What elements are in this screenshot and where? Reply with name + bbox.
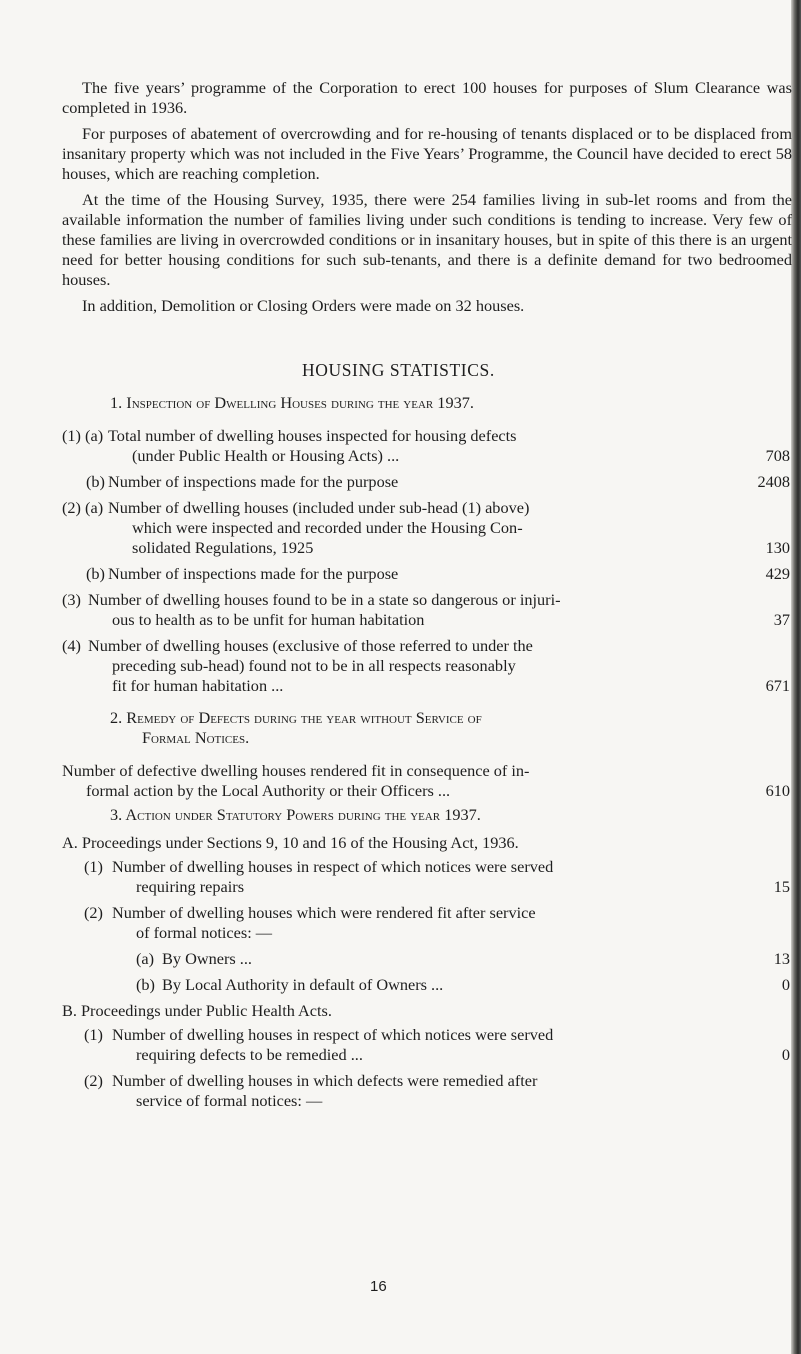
stat-row-a2a [62, 949, 792, 969]
intro-paragraph-1: The five years’ programme of the Corporation to erect 100 houses for purposes of Slum Clearance was completed in 1936. [62, 78, 792, 117]
stat-row-2a [62, 498, 792, 558]
row-text: Number of dwelling houses in respect of which notices were served [112, 1025, 554, 1044]
row-value: 15 [773, 877, 790, 896]
stat-row-1b [62, 472, 792, 492]
stat-row-b2 [62, 1071, 792, 1111]
page-title: HOUSING STATISTICS. [302, 360, 495, 380]
row-value: 671 [765, 676, 790, 695]
row-text: requiring defects to be remedied ... [136, 1045, 363, 1064]
row-value: 13 [773, 949, 790, 968]
row-label: (1) (a) [62, 426, 104, 445]
row-text: Number of dwelling houses (included under sub-head (1) above) [108, 498, 530, 517]
row-value: 708 [765, 446, 790, 465]
page-number: 16 [370, 1278, 387, 1295]
stat-row-1a [62, 426, 792, 466]
row-text: of formal notices: — [136, 923, 273, 942]
row-text: formal action by the Local Authority or their Officers ... [86, 781, 451, 800]
stat-row-a2b [62, 975, 792, 995]
row-label: (4) [62, 636, 81, 655]
row-label: (1) [84, 857, 103, 876]
row-label: (2) (a) [62, 498, 104, 517]
section-heading-3: 3. Action under Statutory Powers during the year 1937. [110, 805, 481, 824]
intro-paragraph-2: For purposes of abatement of overcrowding and for re-housing of tenants displaced or to be displaced from insanitary property which was not included in the Five Years’ Programme, the Council have decided to erect 58 houses, which are reaching completion. [62, 124, 792, 183]
section-heading-2: 2. Remedy of Defects during the year without Service of [110, 708, 482, 727]
row-label: (2) [84, 1071, 103, 1090]
row-value: 130 [765, 538, 790, 557]
document-page [62, 78, 792, 1117]
row-label: (a) [136, 949, 155, 968]
row-text: ous to health as to be unfit for human habitation [112, 610, 425, 629]
page-edge-shadow [791, 0, 801, 1354]
row-label: (b) [86, 472, 105, 491]
row-text: Number of dwelling houses in respect of which notices were served [112, 857, 554, 876]
row-value: 0 [781, 1045, 790, 1064]
row-text: Number of dwelling houses found to be in a state so dangerous or injuri- [88, 590, 561, 609]
row-text: By Local Authority in default of Owners ... [162, 975, 444, 994]
row-value: 0 [781, 975, 790, 994]
stat-row-a2 [62, 903, 792, 943]
stat-row-remedy [62, 761, 792, 801]
row-text: which were inspected and recorded under the Housing Con- [132, 518, 523, 537]
row-text: Number of dwelling houses which were rendered fit after service [112, 903, 536, 922]
row-label: (3) [62, 590, 81, 609]
row-text: Number of defective dwelling houses rendered fit in consequence of in- [62, 761, 530, 780]
row-value: 429 [765, 564, 790, 583]
row-text: service of formal notices: — [136, 1091, 323, 1110]
stat-row-3 [62, 590, 792, 630]
section-heading-2-cont: Formal Notices. [142, 728, 250, 747]
intro-paragraph-3: At the time of the Housing Survey, 1935, there were 254 families living in sub-let rooms and from the available information the number of families living under such conditions is tending to increase. Very few of these families are living in overcrowded conditions or in insanitary houses, but in spite of this there is an urgent need for better housing conditions for such sub-tenants, and there is a definite demand for two bedroomed houses. [62, 190, 792, 289]
row-text: Number of inspections made for the purpose [108, 564, 399, 583]
row-text: Number of dwelling houses (exclusive of those referred to under the [88, 636, 533, 655]
row-label: (1) [84, 1025, 103, 1044]
stat-row-4 [62, 636, 792, 696]
stat-row-a1 [62, 857, 792, 897]
row-text: By Owners ... [162, 949, 252, 968]
row-value: 37 [773, 610, 790, 629]
row-label: (2) [84, 903, 103, 922]
row-text: Total number of dwelling houses inspected for housing defects [108, 426, 517, 445]
row-text: Number of dwelling houses in which defects were remedied after [112, 1071, 538, 1090]
row-text: solidated Regulations, 1925 [132, 538, 314, 557]
proceedings-a-heading: A. Proceedings under Sections 9, 10 and 16 of the Housing Act, 1936. [62, 833, 519, 852]
row-value: 610 [765, 781, 790, 800]
row-text: preceding sub-head) found not to be in all respects reasonably [112, 656, 516, 675]
row-text: Number of inspections made for the purpose [108, 472, 399, 491]
row-value: 2408 [757, 472, 790, 491]
row-label: (b) [86, 564, 105, 583]
stat-row-b1 [62, 1025, 792, 1065]
stat-row-2b [62, 564, 792, 584]
intro-paragraph-4: In addition, Demolition or Closing Orders were made on 32 houses. [82, 296, 525, 315]
section-heading-1: 1. Inspection of Dwelling Houses during the year 1937. [110, 393, 474, 412]
row-text: requiring repairs [136, 877, 245, 896]
proceedings-b-heading: B. Proceedings under Public Health Acts. [62, 1001, 332, 1020]
row-label: (b) [136, 975, 155, 994]
row-text: (under Public Health or Housing Acts) ... [132, 446, 400, 465]
row-text: fit for human habitation ... [112, 676, 284, 695]
